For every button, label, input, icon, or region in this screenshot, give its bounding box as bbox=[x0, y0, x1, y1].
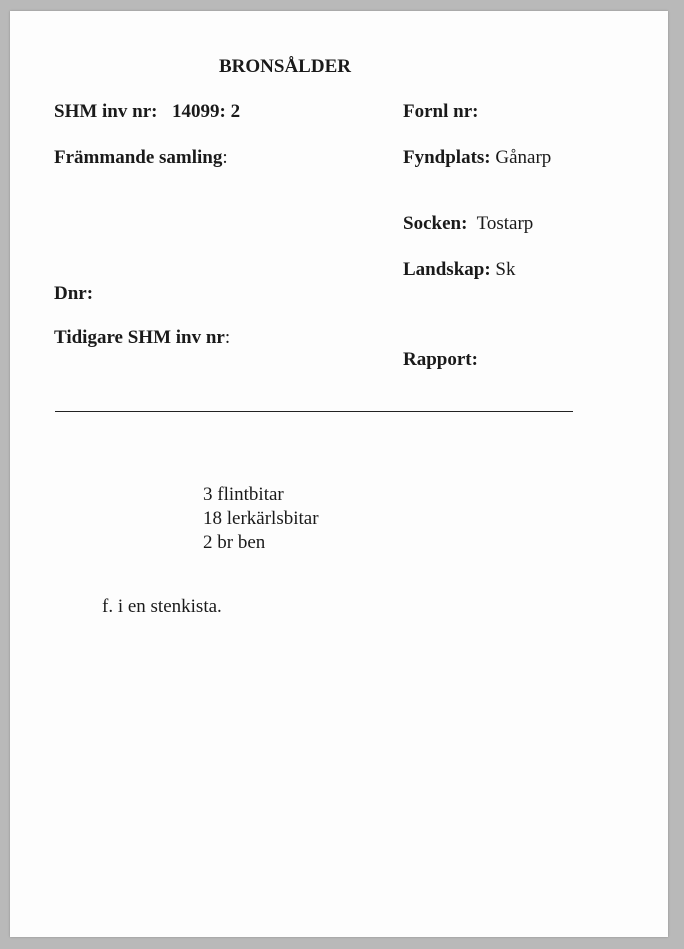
frammande-samling-label: Främmande samling bbox=[54, 147, 223, 168]
find-item: 18 lerkärlsbitar bbox=[203, 508, 319, 529]
landskap-field bbox=[403, 259, 516, 281]
fyndplats-field bbox=[403, 147, 551, 169]
socken-label: Socken: bbox=[403, 213, 468, 234]
card-heading: BRONSÅLDER bbox=[219, 56, 351, 77]
socken-field bbox=[403, 213, 533, 235]
shm-inv-value: 14099: 2 bbox=[172, 101, 241, 122]
socken-value: Tostarp bbox=[476, 213, 534, 234]
frammande-samling-field bbox=[54, 147, 228, 169]
find-item: 3 flintbitar bbox=[203, 484, 284, 505]
fyndplats-label: Fyndplats: bbox=[403, 147, 491, 168]
divider-line bbox=[55, 411, 573, 412]
tidigare-shm-colon: : bbox=[224, 327, 231, 348]
catalog-card bbox=[10, 11, 668, 937]
frammande-samling-colon: : bbox=[222, 147, 228, 168]
find-item: 2 br ben bbox=[203, 532, 266, 553]
landskap-value: Sk bbox=[495, 259, 516, 280]
dnr-label: Dnr: bbox=[54, 283, 94, 304]
fyndplats-value: Gånarp bbox=[495, 147, 552, 168]
shm-inv-label: SHM inv nr: bbox=[54, 101, 158, 122]
rapport-label: Rapport: bbox=[403, 349, 478, 370]
tidigare-shm-label: Tidigare SHM inv nr bbox=[54, 327, 225, 348]
tidigare-shm-field bbox=[54, 327, 230, 349]
landskap-label: Landskap: bbox=[403, 259, 491, 280]
find-note: f. i en stenkista. bbox=[102, 596, 222, 617]
find-list bbox=[203, 483, 319, 555]
fornl-label: Fornl nr: bbox=[403, 101, 479, 122]
